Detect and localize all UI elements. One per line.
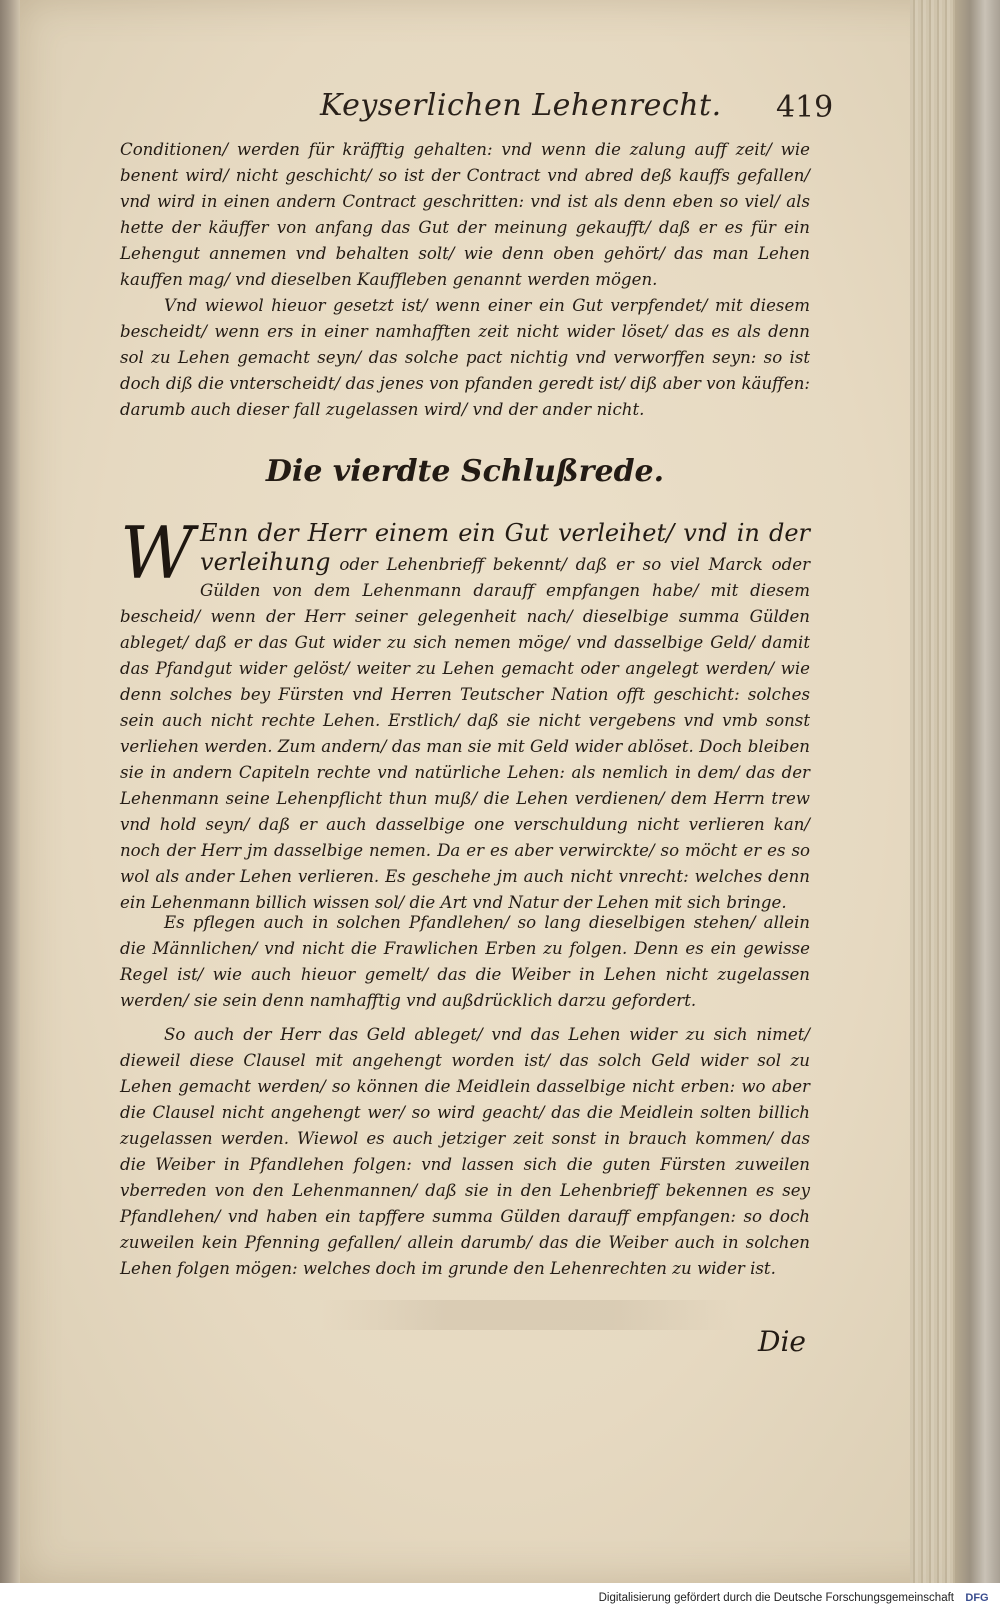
paragraph-3-text: oder Lehenbrieff bekennt/ daß er so viel Marck oder Gülden von dem Lehenmann darauff empfangen habe/ mit diesem bescheid/ wenn der Herr seiner gelegenheit nach/ dieselbige summa Gülden ableget/ daß er das Gut wider zu sich nemen möge/ vnd dasselbige Geld/ damit das Pfandgut wider gelöst/ weiter zu Lehen gemacht oder angelegt werden/ wie denn solches bey Fürsten vnd Herren Teutscher Nation offt geschicht: solches sein auch nicht rechte Lehen. Erstlich/ daß sie nicht vergebens vnd vmb sonst verliehen werden. Zum andern/ das man sie mit Geld wider ablöset. Doch bleiben sie in andern Capiteln rechte vnd natürliche Lehen: als nemlich in dem/ das der Lehenmann seine Lehenpflicht thun muß/ die Lehen verdienen/ dem Herrn trew vnd hold seyn/ daß er auch dasselbige one verschuldung nicht verlieren kan/ noch der Herr jm dasselbige nemen. Da er es aber verwirckte/ so möcht er es so wol als ander Lehen verlieren. Es geschehe jm auch nicht vnrecht: welches denn ein Lehenmann billich wissen sol/ die Art vnd Natur der Lehen mit sich bringe. [120, 555, 811, 912]
dfg-logo-icon: DFG [965, 1592, 989, 1604]
paragraph-2: Vnd wiewol hieuor gesetzt ist/ wenn einer ein Gut verpfendet/ mit diesem bescheidt/ wenn ers in einer namhafften zeit nicht wider löset/ das es als denn sol zu Lehen gemacht seyn/ das solche pact nichtig vnd verworffen seyn: so ist doch diß die vnterscheidt/ das jenes von pfanden geredt ist/ diß aber von käuffen: darumb auch dieser fall zugelassen wird/ vnd der ander nicht. [120, 296, 810, 419]
page-number: 419 [776, 90, 834, 125]
paragraph-1: Conditionen/ werden für kräfftig gehalten: vnd wenn die zalung auff zeit/ wie benent wird/ nicht geschicht/ so ist der Contract vnd abred deß kauffs gefallen/ vnd wird in einen andern Contract geschritten: vnd ist als denn eben so viel/ als hette der käuffer von anfang das Gut der meinung gekaufft/ daß er es für ein Lehengut annemen vnd behalten solt/ wie denn oben gehört/ das man Lehen kauffen mag/ vnd dieselben Kauffleben genannt werden mögen. [120, 140, 810, 289]
section-heading: Die vierdte Schlußrede. [265, 454, 665, 489]
paragraph-4: Es pflegen auch in solchen Pfandlehen/ so lang dieselbigen stehen/ allein die Männlichen/ vnd nicht die Frawlichen Erben zu folgen. Denn es ein gewisse Regel ist/ wie auch hieuor gemelt/ das die Weiber in Lehen nicht zugelassen werden/ sie sein denn namhafftig vnd außdrücklich darzu gefordert. [120, 913, 810, 1010]
show-through-text [320, 1300, 740, 1330]
funding-credit: Digitalisierung gefördert durch die Deutsche Forschungsgemeinschaft [598, 1592, 954, 1604]
running-title: Keyserlichen Lehenrecht. [320, 88, 722, 123]
catchword: Die [758, 1325, 806, 1358]
drop-cap: W [120, 511, 195, 595]
paragraph-5: So auch der Herr das Geld ableget/ vnd das Lehen wider zu sich nimet/ dieweil diese Clausel mit angehengt worden ist/ das solch Geld wider sol zu Lehen gemacht werden/ so können die Meidlein dasselbige nicht erben: wo aber die Clausel nicht angehengt wer/ so wird geacht/ das die Meidlein solten billich zugelassen werden. Wiewol es auch jetziger zeit sonst in brauch kommen/ das die Weiber in Pfandlehen folgen: vnd lassen sich die guten Fürsten zuweilen vberreden von den Lehenmannen/ daß sie in den Lehenbrieff bekennen es sey Pfandlehen/ vnd haben ein tapffere summa Gülden darauff empfangen: so doch zuweilen kein Pfenning gefallen/ allein darumb/ das die Weiber auch in solchen Lehen folgen mögen: welches doch im grunde den Lehenrechten zu wider ist. [120, 1025, 810, 1278]
book-page [20, 0, 955, 1583]
page-edges [910, 0, 955, 1583]
paragraph-3-lead: Enn der Herr einem ein Gut verleihet/ vnd in der verleihung [200, 519, 810, 576]
paragraph-3 [120, 511, 811, 916]
page-header [120, 88, 834, 138]
footer-bar [0, 1583, 1000, 1615]
